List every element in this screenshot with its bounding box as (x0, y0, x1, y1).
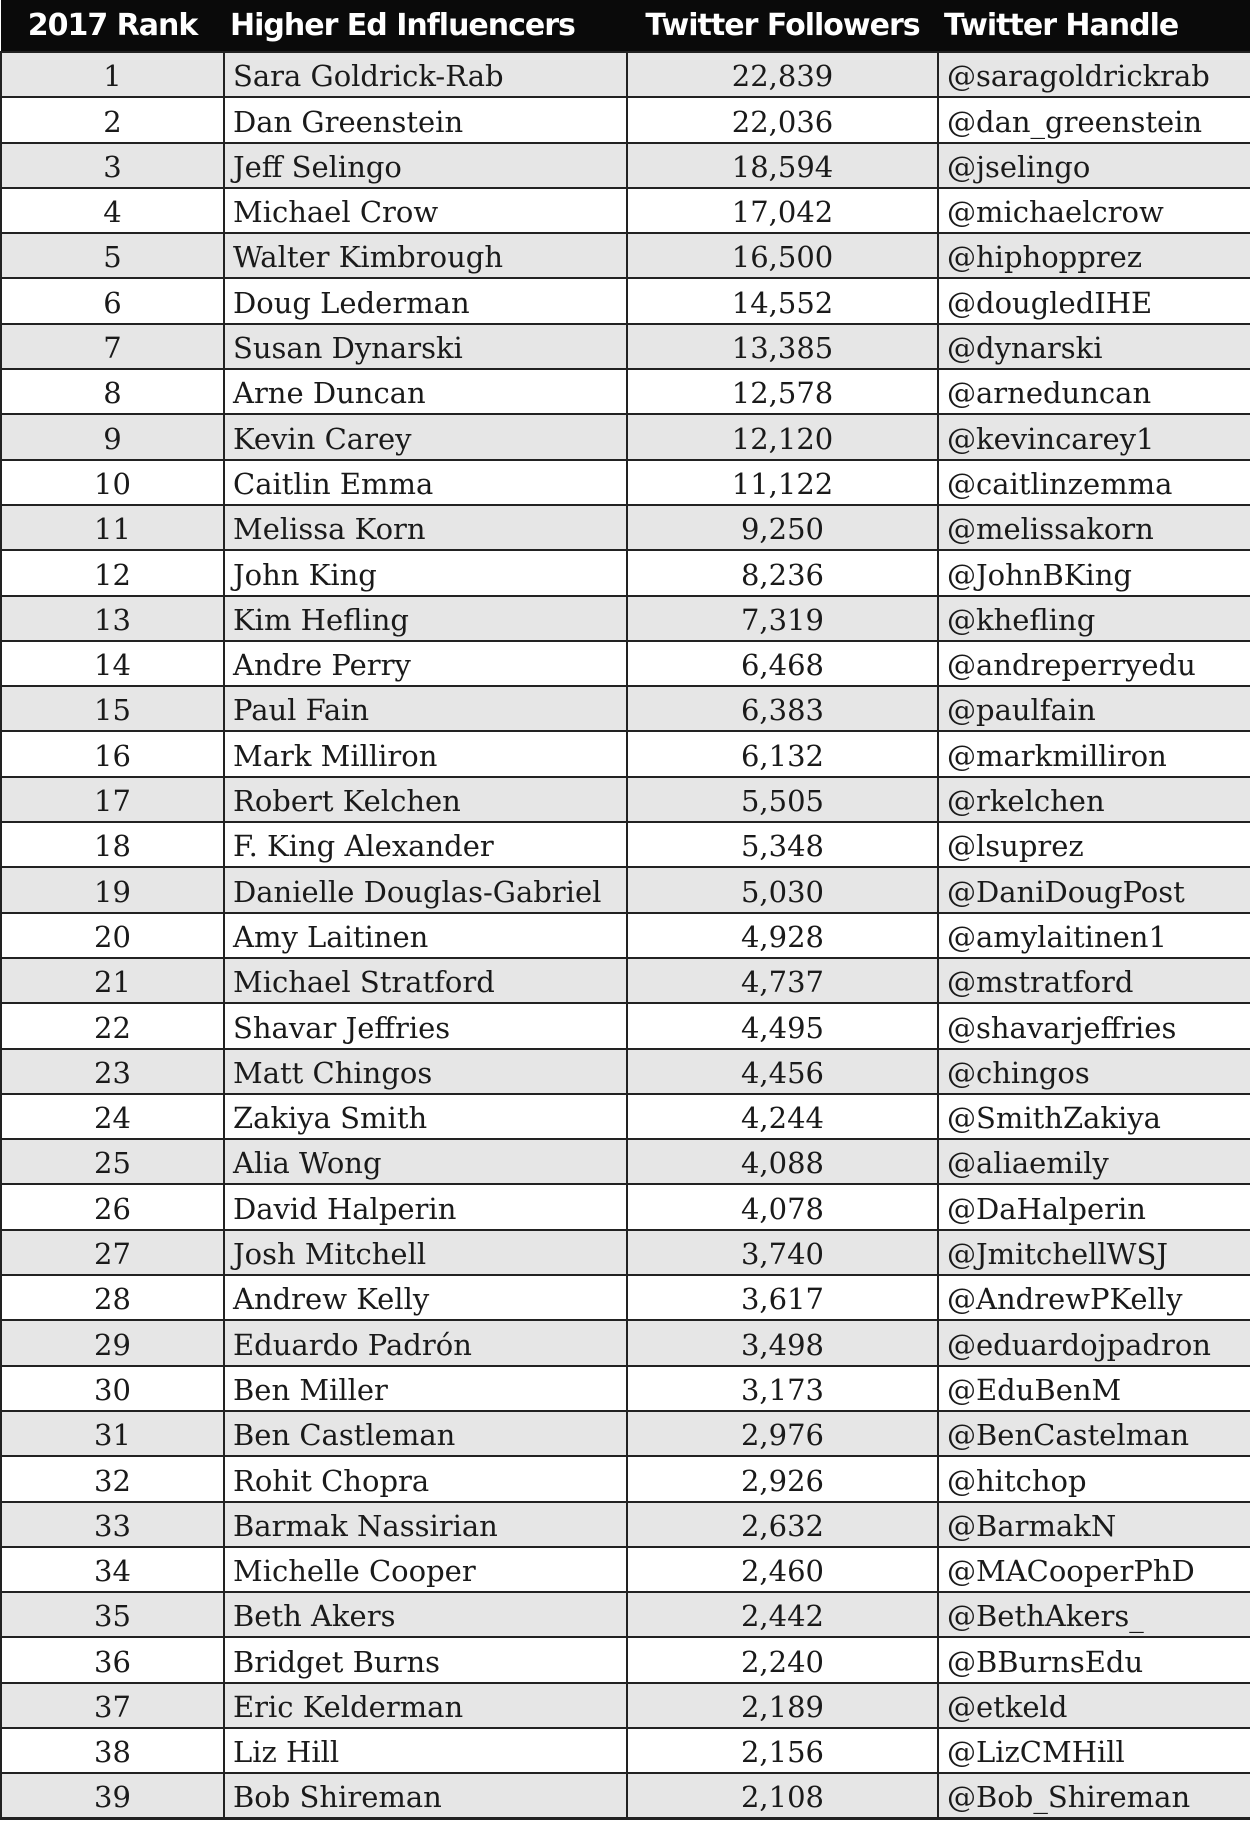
twitter-handle-cell: @AndrewPKelly (938, 1275, 1250, 1320)
followers-cell: 9,250 (627, 505, 938, 550)
table-row (1, 1547, 1250, 1592)
followers-cell: 12,578 (627, 369, 938, 414)
influencer-name-cell: Rohit Chopra (224, 1456, 627, 1501)
followers-cell: 2,976 (627, 1411, 938, 1456)
influencer-name-cell: Alia Wong (224, 1139, 627, 1184)
twitter-handle-cell: @arneduncan (938, 369, 1250, 414)
followers-cell: 18,594 (627, 143, 938, 188)
twitter-handle-cell: @chingos (938, 1049, 1250, 1094)
table-row (1, 1230, 1250, 1275)
table-row (1, 913, 1250, 958)
influencer-name-cell: John King (224, 550, 627, 595)
table-row (1, 641, 1250, 686)
table-row (1, 1094, 1250, 1139)
rank-cell: 17 (1, 777, 224, 822)
twitter-handle-cell: @JohnBKing (938, 550, 1250, 595)
twitter-handle-cell: @hiphopprez (938, 233, 1250, 278)
followers-cell: 4,495 (627, 1003, 938, 1048)
influencer-name-cell: Michelle Cooper (224, 1547, 627, 1592)
rank-cell: 6 (1, 278, 224, 323)
twitter-handle-cell: @paulfain (938, 686, 1250, 731)
rank-cell: 2 (1, 97, 224, 142)
table-row (1, 414, 1250, 459)
header-handle: Twitter Handle (944, 8, 1179, 43)
followers-cell: 4,088 (627, 1139, 938, 1184)
influencer-name-cell: Kim Hefling (224, 596, 627, 641)
table-row (1, 1773, 1250, 1818)
influencer-name-cell: Susan Dynarski (224, 324, 627, 369)
followers-cell: 2,926 (627, 1456, 938, 1501)
twitter-handle-cell: @saragoldrickrab (938, 52, 1250, 97)
influencer-name-cell: Paul Fain (224, 686, 627, 731)
twitter-handle-cell: @shavarjeffries (938, 1003, 1250, 1048)
rank-cell: 3 (1, 143, 224, 188)
table-row (1, 1003, 1250, 1048)
rank-cell: 29 (1, 1320, 224, 1365)
followers-cell: 12,120 (627, 414, 938, 459)
influencer-name-cell: Sara Goldrick-Rab (224, 52, 627, 97)
table-row (1, 1592, 1250, 1637)
twitter-handle-cell: @khefling (938, 596, 1250, 641)
rank-cell: 19 (1, 867, 224, 912)
followers-cell: 7,319 (627, 596, 938, 641)
table-row (1, 822, 1250, 867)
table-row (1, 1683, 1250, 1728)
followers-cell: 17,042 (627, 188, 938, 233)
header-row (1, 0, 1250, 52)
rank-cell: 30 (1, 1366, 224, 1411)
rank-cell: 34 (1, 1547, 224, 1592)
header-followers: Twitter Followers (645, 8, 920, 43)
rank-cell: 39 (1, 1773, 224, 1818)
rank-cell: 13 (1, 596, 224, 641)
rank-cell: 37 (1, 1683, 224, 1728)
twitter-handle-cell: @caitlinzemma (938, 460, 1250, 505)
followers-cell: 16,500 (627, 233, 938, 278)
influencer-name-cell: Michael Crow (224, 188, 627, 233)
followers-cell: 22,839 (627, 52, 938, 97)
rank-cell: 21 (1, 958, 224, 1003)
influencer-name-cell: Ben Castleman (224, 1411, 627, 1456)
rank-cell: 15 (1, 686, 224, 731)
followers-cell: 4,078 (627, 1184, 938, 1229)
followers-cell: 22,036 (627, 97, 938, 142)
twitter-handle-cell: @kevincarey1 (938, 414, 1250, 459)
followers-cell: 6,468 (627, 641, 938, 686)
twitter-handle-cell: @JmitchellWSJ (938, 1230, 1250, 1275)
rank-cell: 24 (1, 1094, 224, 1139)
table-row (1, 52, 1250, 97)
followers-cell: 13,385 (627, 324, 938, 369)
twitter-handle-cell: @dynarski (938, 324, 1250, 369)
followers-cell: 4,737 (627, 958, 938, 1003)
twitter-handle-cell: @LizCMHill (938, 1728, 1250, 1773)
twitter-handle-cell: @mstratford (938, 958, 1250, 1003)
influencer-name-cell: F. King Alexander (224, 822, 627, 867)
rank-cell: 25 (1, 1139, 224, 1184)
table-row (1, 278, 1250, 323)
influencer-name-cell: Ben Miller (224, 1366, 627, 1411)
rank-cell: 36 (1, 1637, 224, 1682)
twitter-handle-cell: @andreperryedu (938, 641, 1250, 686)
table-row (1, 1366, 1250, 1411)
table-row (1, 1275, 1250, 1320)
table-row (1, 188, 1250, 233)
influencer-name-cell: Bridget Burns (224, 1637, 627, 1682)
twitter-handle-cell: @DaHalperin (938, 1184, 1250, 1229)
twitter-handle-cell: @rkelchen (938, 777, 1250, 822)
rank-cell: 9 (1, 414, 224, 459)
followers-cell: 4,928 (627, 913, 938, 958)
table-row (1, 958, 1250, 1003)
influencer-name-cell: Melissa Korn (224, 505, 627, 550)
table-row (1, 1728, 1250, 1773)
followers-cell: 2,189 (627, 1683, 938, 1728)
twitter-handle-cell: @BenCastelman (938, 1411, 1250, 1456)
followers-cell: 2,442 (627, 1592, 938, 1637)
rank-cell: 11 (1, 505, 224, 550)
twitter-handle-cell: @michaelcrow (938, 188, 1250, 233)
twitter-handle-cell: @dan_greenstein (938, 97, 1250, 142)
influencer-name-cell: Andre Perry (224, 641, 627, 686)
twitter-handle-cell: @BBurnsEdu (938, 1637, 1250, 1682)
rank-cell: 33 (1, 1502, 224, 1547)
table-row (1, 460, 1250, 505)
twitter-handle-cell: @aliaemily (938, 1139, 1250, 1184)
header-influencer: Higher Ed Influencers (230, 8, 575, 43)
influencer-name-cell: Caitlin Emma (224, 460, 627, 505)
table-row (1, 867, 1250, 912)
twitter-handle-cell: @eduardojpadron (938, 1320, 1250, 1365)
rank-cell: 28 (1, 1275, 224, 1320)
table-row (1, 1139, 1250, 1184)
followers-cell: 4,244 (627, 1094, 938, 1139)
rank-cell: 26 (1, 1184, 224, 1229)
table-row (1, 686, 1250, 731)
followers-cell: 3,173 (627, 1366, 938, 1411)
table-row (1, 1502, 1250, 1547)
followers-cell: 11,122 (627, 460, 938, 505)
table-row (1, 369, 1250, 414)
influencer-name-cell: Danielle Douglas-Gabriel (224, 867, 627, 912)
twitter-handle-cell: @Bob_Shireman (938, 1773, 1250, 1818)
influencer-name-cell: Amy Laitinen (224, 913, 627, 958)
twitter-handle-cell: @SmithZakiya (938, 1094, 1250, 1139)
rank-cell: 5 (1, 233, 224, 278)
followers-cell: 2,460 (627, 1547, 938, 1592)
twitter-handle-cell: @lsuprez (938, 822, 1250, 867)
rank-cell: 23 (1, 1049, 224, 1094)
twitter-handle-cell: @etkeld (938, 1683, 1250, 1728)
table-row (1, 143, 1250, 188)
influencer-name-cell: Michael Stratford (224, 958, 627, 1003)
rank-cell: 32 (1, 1456, 224, 1501)
twitter-handle-cell: @amylaitinen1 (938, 913, 1250, 958)
influencer-name-cell: Arne Duncan (224, 369, 627, 414)
followers-cell: 2,632 (627, 1502, 938, 1547)
table-row (1, 777, 1250, 822)
influencer-name-cell: Beth Akers (224, 1592, 627, 1637)
rank-cell: 22 (1, 1003, 224, 1048)
followers-cell: 3,498 (627, 1320, 938, 1365)
followers-cell: 3,740 (627, 1230, 938, 1275)
influencer-name-cell: Walter Kimbrough (224, 233, 627, 278)
table-row (1, 1049, 1250, 1094)
rank-cell: 4 (1, 188, 224, 233)
table-row (1, 97, 1250, 142)
followers-cell: 6,132 (627, 731, 938, 776)
table-row (1, 1411, 1250, 1456)
influencer-name-cell: Doug Lederman (224, 278, 627, 323)
followers-cell: 6,383 (627, 686, 938, 731)
influencer-name-cell: Eric Kelderman (224, 1683, 627, 1728)
followers-cell: 2,240 (627, 1637, 938, 1682)
rank-cell: 35 (1, 1592, 224, 1637)
table-row (1, 1320, 1250, 1365)
table-row (1, 731, 1250, 776)
influencer-name-cell: Matt Chingos (224, 1049, 627, 1094)
influencer-name-cell: Kevin Carey (224, 414, 627, 459)
rank-cell: 38 (1, 1728, 224, 1773)
header-rank: 2017 Rank (27, 8, 198, 43)
influencer-name-cell: Eduardo Padrón (224, 1320, 627, 1365)
rank-cell: 27 (1, 1230, 224, 1275)
influencer-name-cell: Shavar Jeffries (224, 1003, 627, 1048)
followers-cell: 8,236 (627, 550, 938, 595)
rank-cell: 12 (1, 550, 224, 595)
influencer-name-cell: Robert Kelchen (224, 777, 627, 822)
influencer-name-cell: Bob Shireman (224, 1773, 627, 1818)
rank-cell: 31 (1, 1411, 224, 1456)
table-row (1, 1637, 1250, 1682)
table-row (1, 233, 1250, 278)
twitter-handle-cell: @jselingo (938, 143, 1250, 188)
influencer-name-cell: Jeff Selingo (224, 143, 627, 188)
influencer-name-cell: Liz Hill (224, 1728, 627, 1773)
followers-cell: 2,156 (627, 1728, 938, 1773)
influencer-name-cell: Josh Mitchell (224, 1230, 627, 1275)
table-body (1, 52, 1250, 1819)
twitter-handle-cell: @EduBenM (938, 1366, 1250, 1411)
twitter-handle-cell: @dougledIHE (938, 278, 1250, 323)
followers-cell: 5,030 (627, 867, 938, 912)
followers-cell: 14,552 (627, 278, 938, 323)
twitter-handle-cell: @markmilliron (938, 731, 1250, 776)
rank-cell: 18 (1, 822, 224, 867)
rank-cell: 16 (1, 731, 224, 776)
rank-cell: 10 (1, 460, 224, 505)
table-row (1, 505, 1250, 550)
influencer-name-cell: Andrew Kelly (224, 1275, 627, 1320)
followers-cell: 5,348 (627, 822, 938, 867)
followers-cell: 3,617 (627, 1275, 938, 1320)
influencer-name-cell: Zakiya Smith (224, 1094, 627, 1139)
twitter-handle-cell: @BarmakN (938, 1502, 1250, 1547)
rank-cell: 8 (1, 369, 224, 414)
rank-cell: 14 (1, 641, 224, 686)
twitter-handle-cell: @hitchop (938, 1456, 1250, 1501)
table-row (1, 1456, 1250, 1501)
followers-cell: 4,456 (627, 1049, 938, 1094)
followers-cell: 2,108 (627, 1773, 938, 1818)
twitter-handle-cell: @DaniDougPost (938, 867, 1250, 912)
followers-cell: 5,505 (627, 777, 938, 822)
influencer-name-cell: Dan Greenstein (224, 97, 627, 142)
influencer-name-cell: Barmak Nassirian (224, 1502, 627, 1547)
table-row (1, 596, 1250, 641)
influencer-name-cell: David Halperin (224, 1184, 627, 1229)
influencer-name-cell: Mark Milliron (224, 731, 627, 776)
table-row (1, 324, 1250, 369)
table-row (1, 1184, 1250, 1229)
rank-cell: 20 (1, 913, 224, 958)
table-header (1, 0, 1250, 52)
rank-cell: 1 (1, 52, 224, 97)
twitter-handle-cell: @BethAkers_ (938, 1592, 1250, 1637)
twitter-handle-cell: @MACooperPhD (938, 1547, 1250, 1592)
rank-cell: 7 (1, 324, 224, 369)
twitter-handle-cell: @melissakorn (938, 505, 1250, 550)
table-row (1, 550, 1250, 595)
